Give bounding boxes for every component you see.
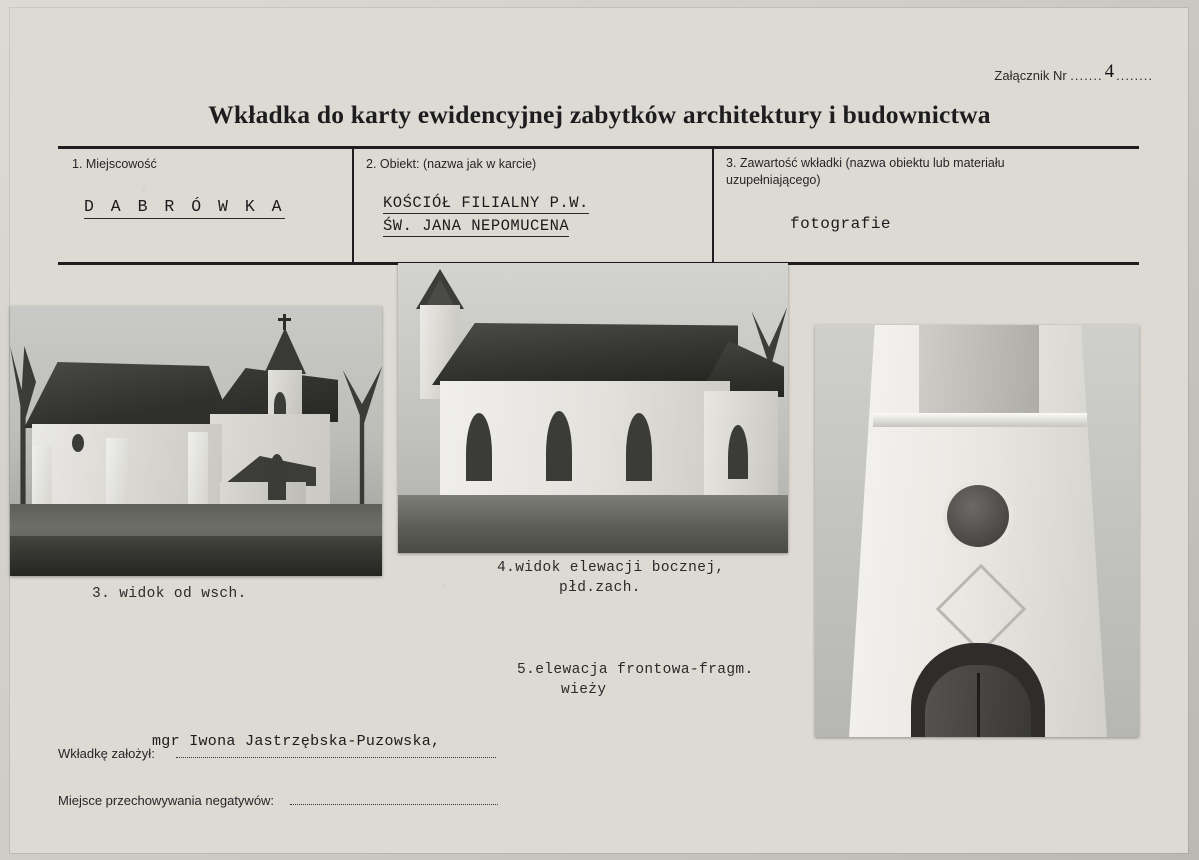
- created-by-label: Wkładkę założył:: [58, 746, 155, 761]
- created-by-value: mgr Iwona Jastrzębska-Puzowska,: [152, 733, 441, 750]
- field-locality-label: 1. Miejscowość: [72, 157, 157, 171]
- photo3-door-split: [977, 673, 980, 737]
- photo1-roof-main: [24, 362, 234, 428]
- photo2-ground: [398, 495, 788, 553]
- photo-east-view-caption: 3. widok od wsch.: [92, 586, 247, 602]
- attachment-number-value: 4: [1104, 61, 1115, 82]
- photo2-roof-nave: [432, 323, 738, 385]
- attachment-number-line: [994, 61, 1153, 86]
- negatives-label: Miejsce przechowywania negatywów:: [58, 793, 275, 808]
- photo1-window-round: [72, 434, 84, 452]
- photo-side-elevation: [398, 263, 788, 553]
- field-object-label: 2. Obiekt: (nazwa jak w karcie): [366, 157, 537, 171]
- attachment-dots-left: .......: [1070, 68, 1103, 83]
- field-content-label-line2: uzupełniającego): [726, 172, 821, 187]
- field-content-value: fotografie: [790, 215, 892, 233]
- table-divider-2: [712, 146, 714, 262]
- photo1-window-belfry: [274, 392, 286, 414]
- attachment-dots-right: ........: [1116, 68, 1153, 83]
- photo3-tower-upper: [919, 325, 1039, 417]
- photo-tower-fragment: [815, 325, 1139, 737]
- photo3-caption-line1: 5.elewacja frontowa-fragm.: [517, 662, 754, 678]
- field-content-label: [726, 155, 1106, 189]
- photo3-oculus-window: [947, 485, 1009, 547]
- page-title: Wkładka do karty ewidencyjnej zabytków architektury i budownictwa: [208, 100, 991, 129]
- photo1-cross: [283, 314, 286, 330]
- photo3-cornice: [873, 413, 1087, 427]
- photo-side-elevation-caption: [497, 559, 725, 598]
- field-locality-value: D A B R Ó W K A: [84, 197, 285, 219]
- photo-east-view: [10, 306, 382, 576]
- table-divider-1: [352, 146, 354, 262]
- photo1-grass: [10, 536, 382, 576]
- negatives-dotted-line: [290, 804, 498, 805]
- photo1-window-tower: [268, 454, 286, 500]
- photo2-caption-line2: płd.zach.: [559, 579, 641, 596]
- created-by-dotted-line: [176, 757, 496, 758]
- field-object-value-line2: ŚW. JANA NEPOMUCENA: [383, 217, 570, 235]
- photo2-caption-line1: 4.widok elewacji bocznej,: [497, 560, 725, 576]
- attachment-label: Załącznik Nr: [994, 68, 1067, 83]
- photo3-caption-line2: wieży: [561, 681, 607, 698]
- field-object-value-line1: KOŚCIÓŁ FILIALNY P.W.: [383, 194, 589, 212]
- photo-tower-fragment-caption: [517, 661, 754, 700]
- table-rule-top: [58, 146, 1139, 149]
- field-content-label-line1: 3. Zawartość wkładki (nazwa obiektu lub materiału: [726, 156, 1005, 170]
